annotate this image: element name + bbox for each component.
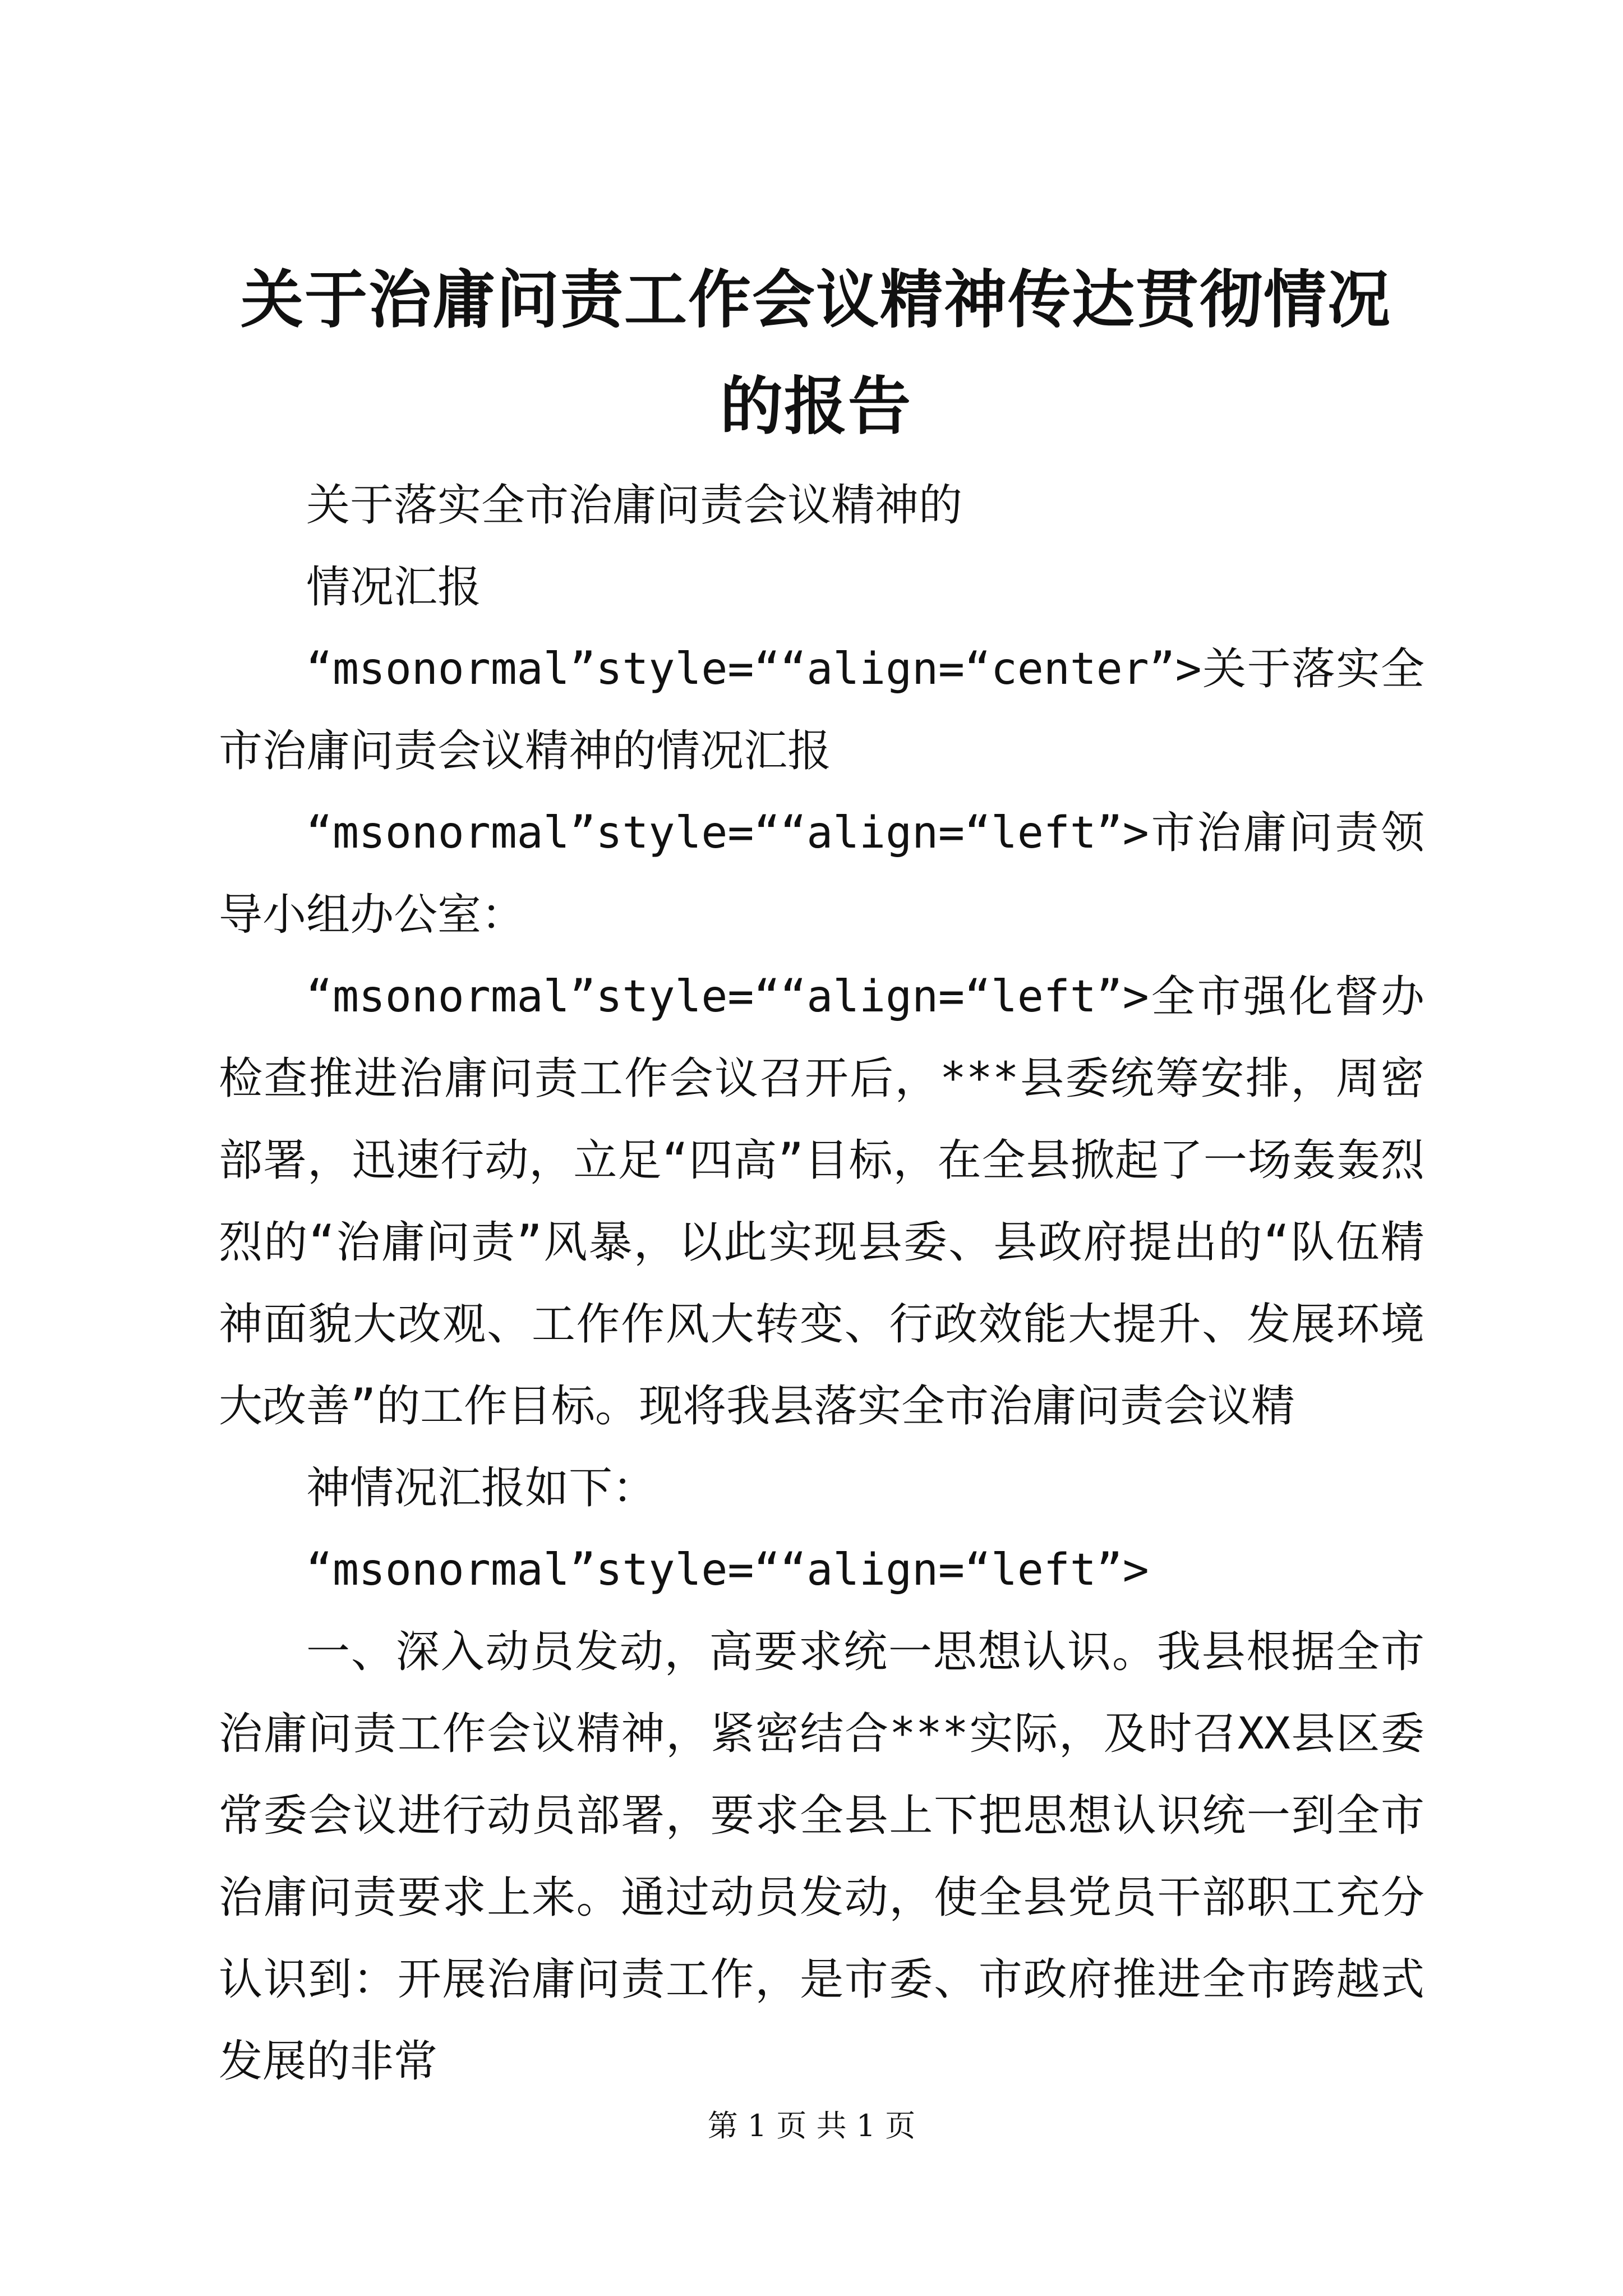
document-title: 关于治庸问责工作会议精神传达贯彻情况的报告 — [241, 263, 1391, 443]
page-footer: 第 1 页 共 1 页 — [707, 2108, 916, 2143]
paragraph-3: “msonormal”style=““align=“center”>关于落实全市治庸问责会议精神的情况汇报 — [219, 644, 1424, 776]
paragraph-6: 神情况汇报如下： — [306, 1463, 657, 1513]
document-body — [219, 464, 1424, 2102]
paragraph-4: “msonormal”style=““align=“left”>市治庸问责领导小组办公室： — [219, 808, 1424, 940]
paragraph-5: “msonormal”style=““align=“left”>全市强化督办检查推进治庸问责工作会议召开后，***县委统筹安排，周密部署，迅速行动，立足“四高”目标，在全县掀起了一场轰轰烈烈的“治庸问责”风暴，以此实现县委、县政府提出的“队伍精神面貌大改观、工作作风大转变、行政效能大提升、发展环境大改善”的工作目标。现将我县落实全市治庸问责会议精 — [219, 972, 1424, 1432]
paragraph-2: 情况汇报 — [306, 562, 482, 613]
paragraph-7: “msonormal”style=““align=“left”> — [306, 1545, 1149, 1595]
paragraph-8: 一、深入动员发动，高要求统一思想认识。我县根据全市治庸问责工作会议精神，紧密结合***实际，及时召XX县区委常委会议进行动员部署，要求全县上下把思想认识统一到全市治庸问责要求上来。通过动员发动，使全县党员干部职工充分认识到：开展治庸问责工作，是市委、市政府推进全市跨越式发展的非常 — [219, 1627, 1424, 2087]
paragraph-1: 关于落实全市治庸问责会议精神的 — [306, 480, 963, 531]
